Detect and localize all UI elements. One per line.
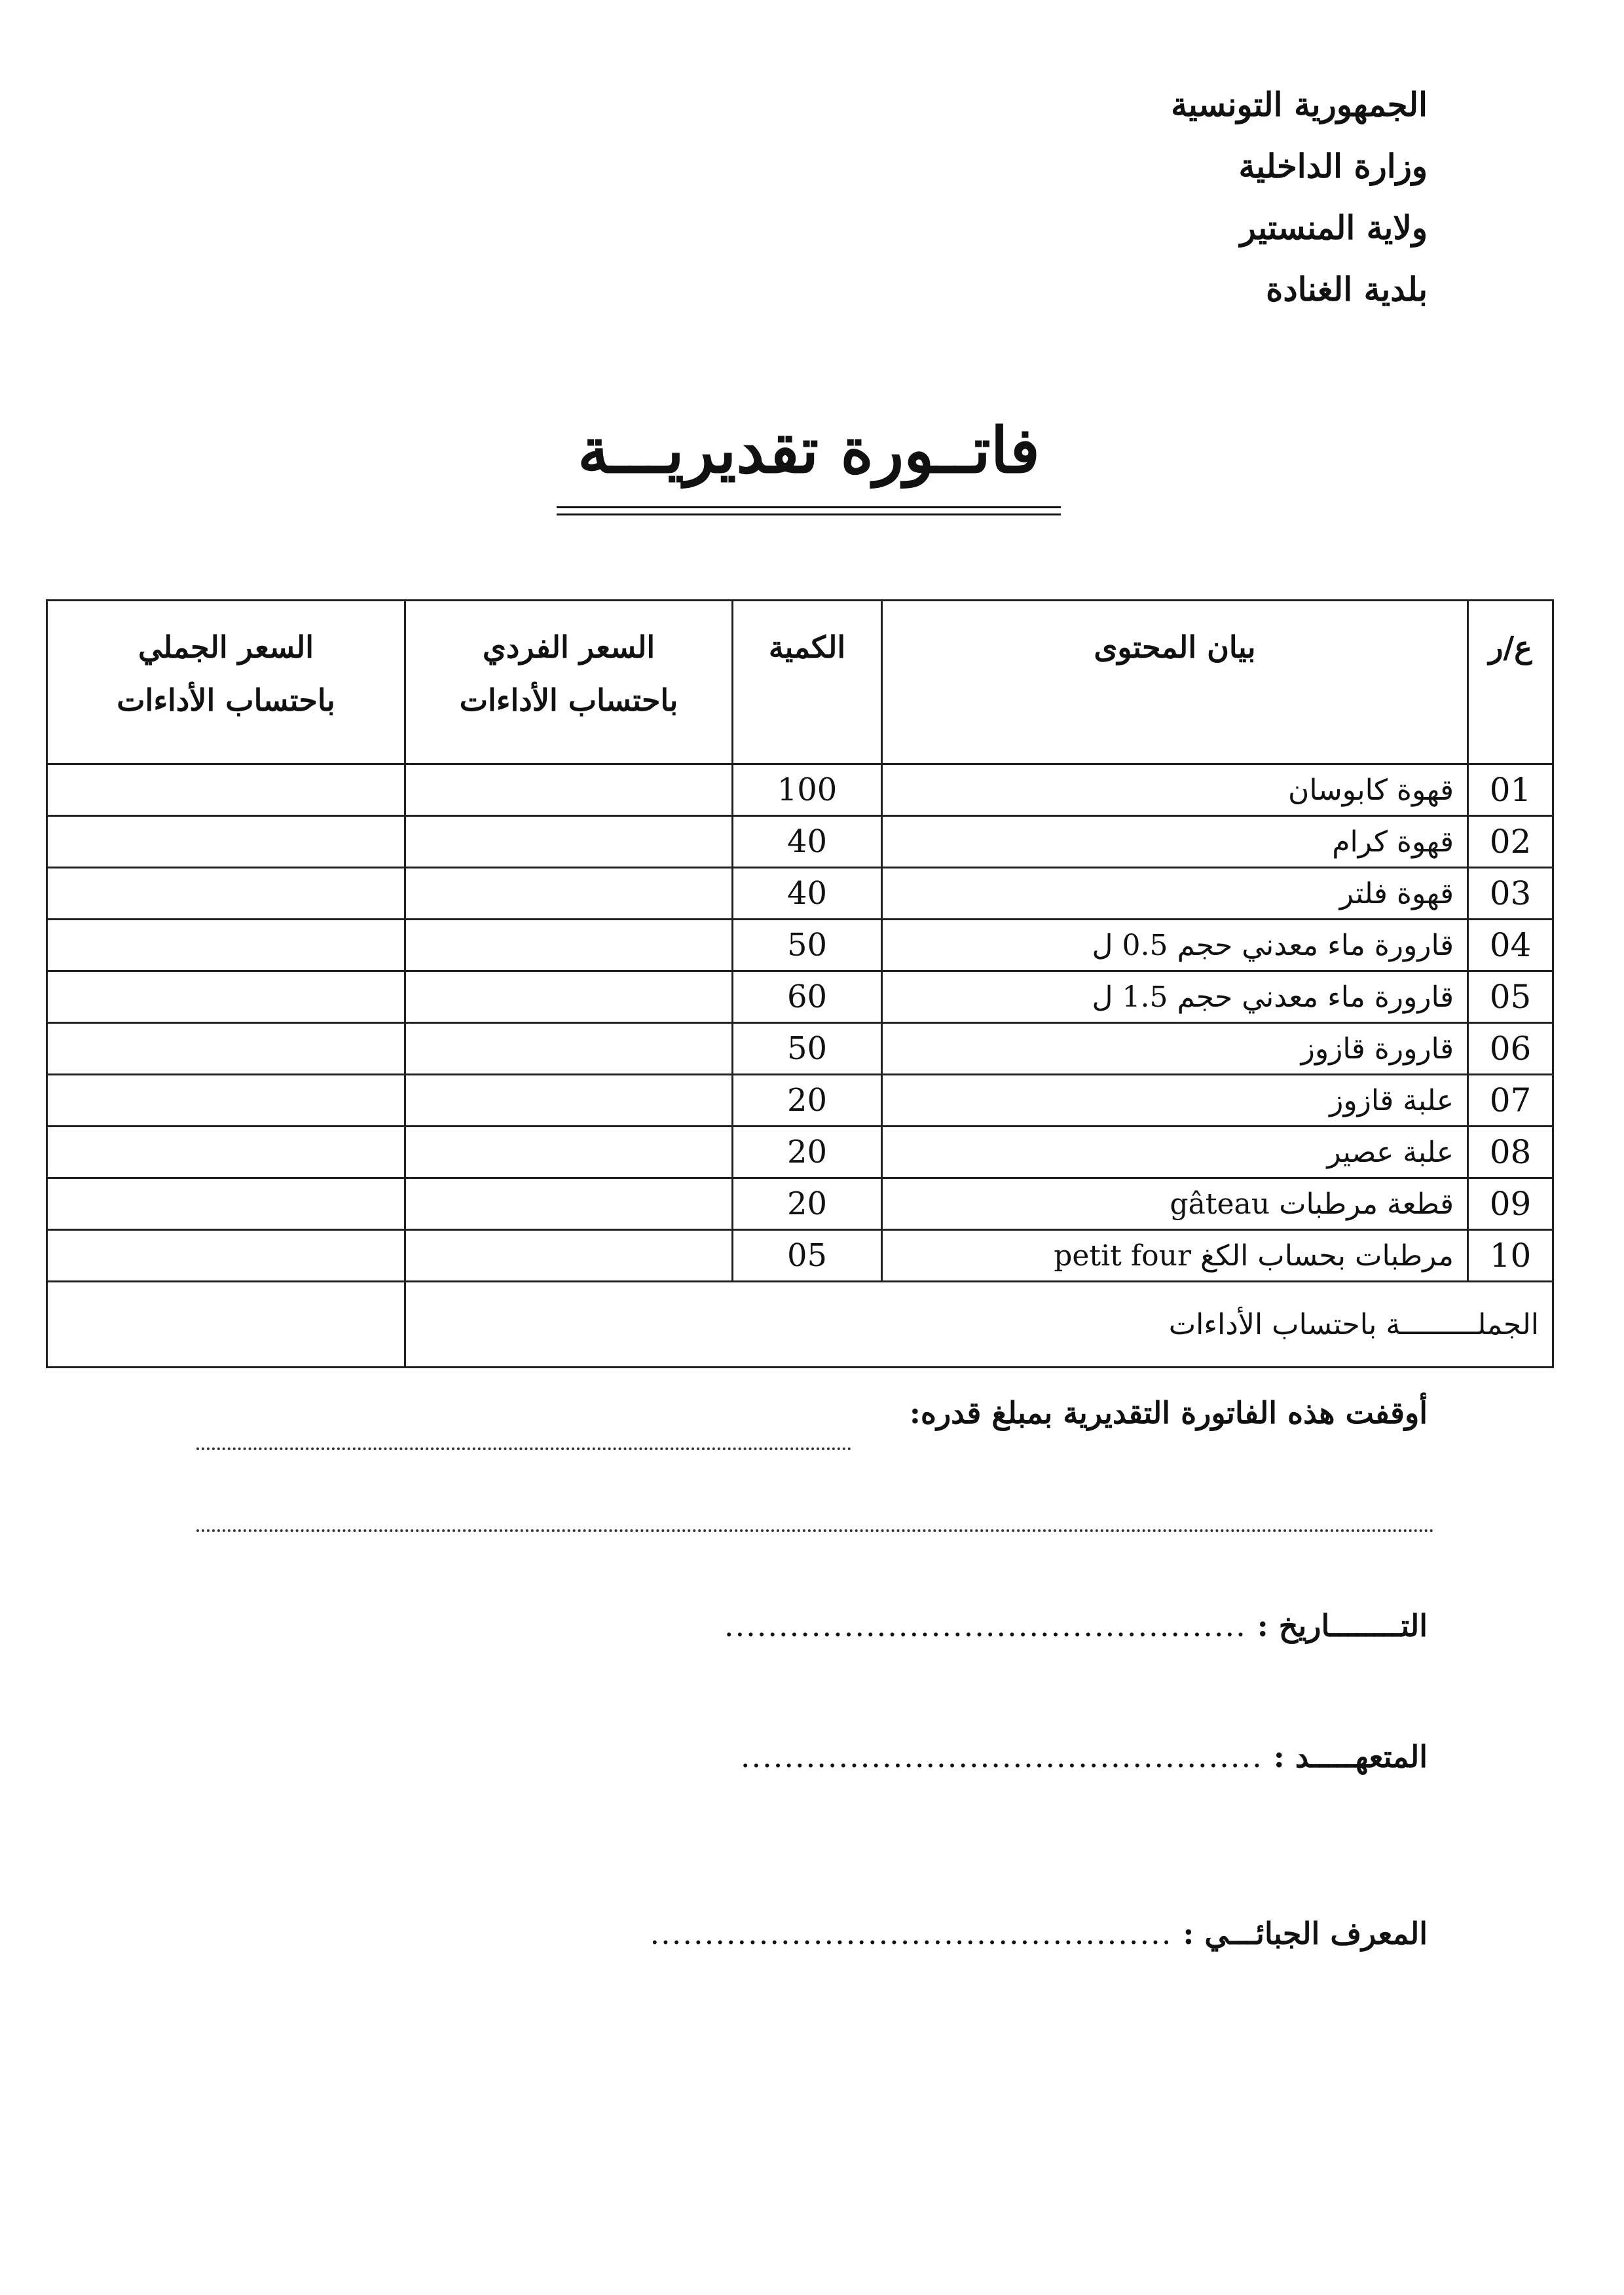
- col-header-number: ع/ر: [1468, 601, 1553, 764]
- row-total-price: [47, 1023, 405, 1075]
- row-total-price: [47, 1230, 405, 1282]
- title-double-underline: [557, 513, 1061, 515]
- row-unit-price: [405, 868, 733, 920]
- row-quantity: 50: [733, 1023, 882, 1075]
- contractor-line: [741, 1739, 1428, 1774]
- document-title-block: [557, 413, 1061, 515]
- row-number: 10: [1468, 1230, 1553, 1282]
- row-description: قارورة ماء معدني حجم 1.5 ل: [882, 971, 1468, 1023]
- header-governorate: ولاية المنستير: [1240, 208, 1428, 247]
- row-total-price: [47, 971, 405, 1023]
- tax-id-line: [650, 1916, 1428, 1951]
- table-row: [47, 816, 1553, 868]
- table-header-row: [47, 601, 1553, 764]
- col-header-description: بيان المحتوى: [882, 601, 1468, 764]
- table-row: [47, 1178, 1553, 1230]
- total-value-cell: [47, 1282, 405, 1368]
- table-row: [47, 764, 1553, 816]
- header-ministry: وزارة الداخلية: [1238, 147, 1428, 185]
- row-quantity: 60: [733, 971, 882, 1023]
- row-description: مرطبات بحساب الكغ petit four: [882, 1230, 1468, 1282]
- row-description: قارورة ماء معدني حجم 0.5 ل: [882, 920, 1468, 971]
- tax-id-dotted-field[interactable]: ................................................: [650, 1916, 1173, 1951]
- row-quantity: 50: [733, 920, 882, 971]
- row-number: 01: [1468, 764, 1553, 816]
- row-description: قارورة قازوز: [882, 1023, 1468, 1075]
- contractor-label: المتعهـــــد :: [1273, 1739, 1428, 1774]
- row-quantity: 20: [733, 1127, 882, 1178]
- row-number: 03: [1468, 868, 1553, 920]
- row-number: 02: [1468, 816, 1553, 868]
- col-header-unit-price-note: باحتساب الأداءات: [459, 682, 678, 718]
- document-title: فاتــورة تقديريـــة: [557, 413, 1061, 508]
- row-quantity: 20: [733, 1178, 882, 1230]
- total-label: الجملـــــــــة باحتساب الأداءات: [405, 1282, 1553, 1368]
- col-header-total-price-note: باحتساب الأداءات: [117, 682, 335, 718]
- invoice-table: [46, 599, 1554, 1368]
- row-number: 04: [1468, 920, 1553, 971]
- table-row: [47, 971, 1553, 1023]
- row-quantity: 100: [733, 764, 882, 816]
- document-header: [838, 85, 1428, 331]
- row-unit-price: [405, 971, 733, 1023]
- row-description: علبة عصير: [882, 1127, 1468, 1178]
- col-header-unit-price: [405, 601, 733, 764]
- amount-line: [910, 1395, 1428, 1430]
- row-quantity: 40: [733, 868, 882, 920]
- row-unit-price: [405, 816, 733, 868]
- row-description: علبة قازوز: [882, 1075, 1468, 1127]
- date-label: التــــــــاريخ :: [1257, 1608, 1428, 1643]
- row-unit-price: [405, 1230, 733, 1282]
- row-quantity: 05: [733, 1230, 882, 1282]
- contractor-dotted-field[interactable]: ................................................: [740, 1739, 1263, 1774]
- table-row: [47, 1230, 1553, 1282]
- tax-id-label: المعرف الجبائـــي :: [1183, 1916, 1428, 1951]
- row-number: 08: [1468, 1127, 1553, 1178]
- row-total-price: [47, 764, 405, 816]
- amount-dotted-field[interactable]: [196, 1447, 851, 1450]
- header-republic: الجمهورية التونسية: [1171, 85, 1428, 124]
- amount-label: أوقفت هذه الفاتورة التقديرية بمبلغ قدره:: [909, 1395, 1428, 1430]
- table-row: [47, 1127, 1553, 1178]
- row-unit-price: [405, 1023, 733, 1075]
- row-description: قطعة مرطبات gâteau: [882, 1178, 1468, 1230]
- table-total-row: [47, 1282, 1553, 1368]
- row-quantity: 40: [733, 816, 882, 868]
- col-header-total-price-title: السعر الجملي: [138, 629, 314, 665]
- row-total-price: [47, 1127, 405, 1178]
- row-quantity: 20: [733, 1075, 882, 1127]
- header-municipality: بلدية الغنادة: [1266, 270, 1428, 308]
- row-description: قهوة فلتر: [882, 868, 1468, 920]
- row-description: قهوة كرام: [882, 816, 1468, 868]
- row-unit-price: [405, 1075, 733, 1127]
- date-dotted-field[interactable]: ................................................: [724, 1608, 1247, 1643]
- row-description: قهوة كابوسان: [882, 764, 1468, 816]
- row-unit-price: [405, 764, 733, 816]
- row-total-price: [47, 816, 405, 868]
- table-row: [47, 920, 1553, 971]
- row-total-price: [47, 1178, 405, 1230]
- col-header-unit-price-title: السعر الفردي: [482, 629, 655, 665]
- row-unit-price: [405, 1127, 733, 1178]
- table-row: [47, 1075, 1553, 1127]
- row-number: 06: [1468, 1023, 1553, 1075]
- row-total-price: [47, 1075, 405, 1127]
- row-total-price: [47, 868, 405, 920]
- col-header-total-price: [47, 601, 405, 764]
- row-unit-price: [405, 920, 733, 971]
- table-row: [47, 868, 1553, 920]
- date-line: [724, 1608, 1428, 1643]
- row-total-price: [47, 920, 405, 971]
- row-number: 09: [1468, 1178, 1553, 1230]
- table-row: [47, 1023, 1553, 1075]
- amount-dotted-field-continued[interactable]: [196, 1529, 1434, 1532]
- col-header-quantity: الكمية: [733, 601, 882, 764]
- row-unit-price: [405, 1178, 733, 1230]
- row-number: 05: [1468, 971, 1553, 1023]
- row-number: 07: [1468, 1075, 1553, 1127]
